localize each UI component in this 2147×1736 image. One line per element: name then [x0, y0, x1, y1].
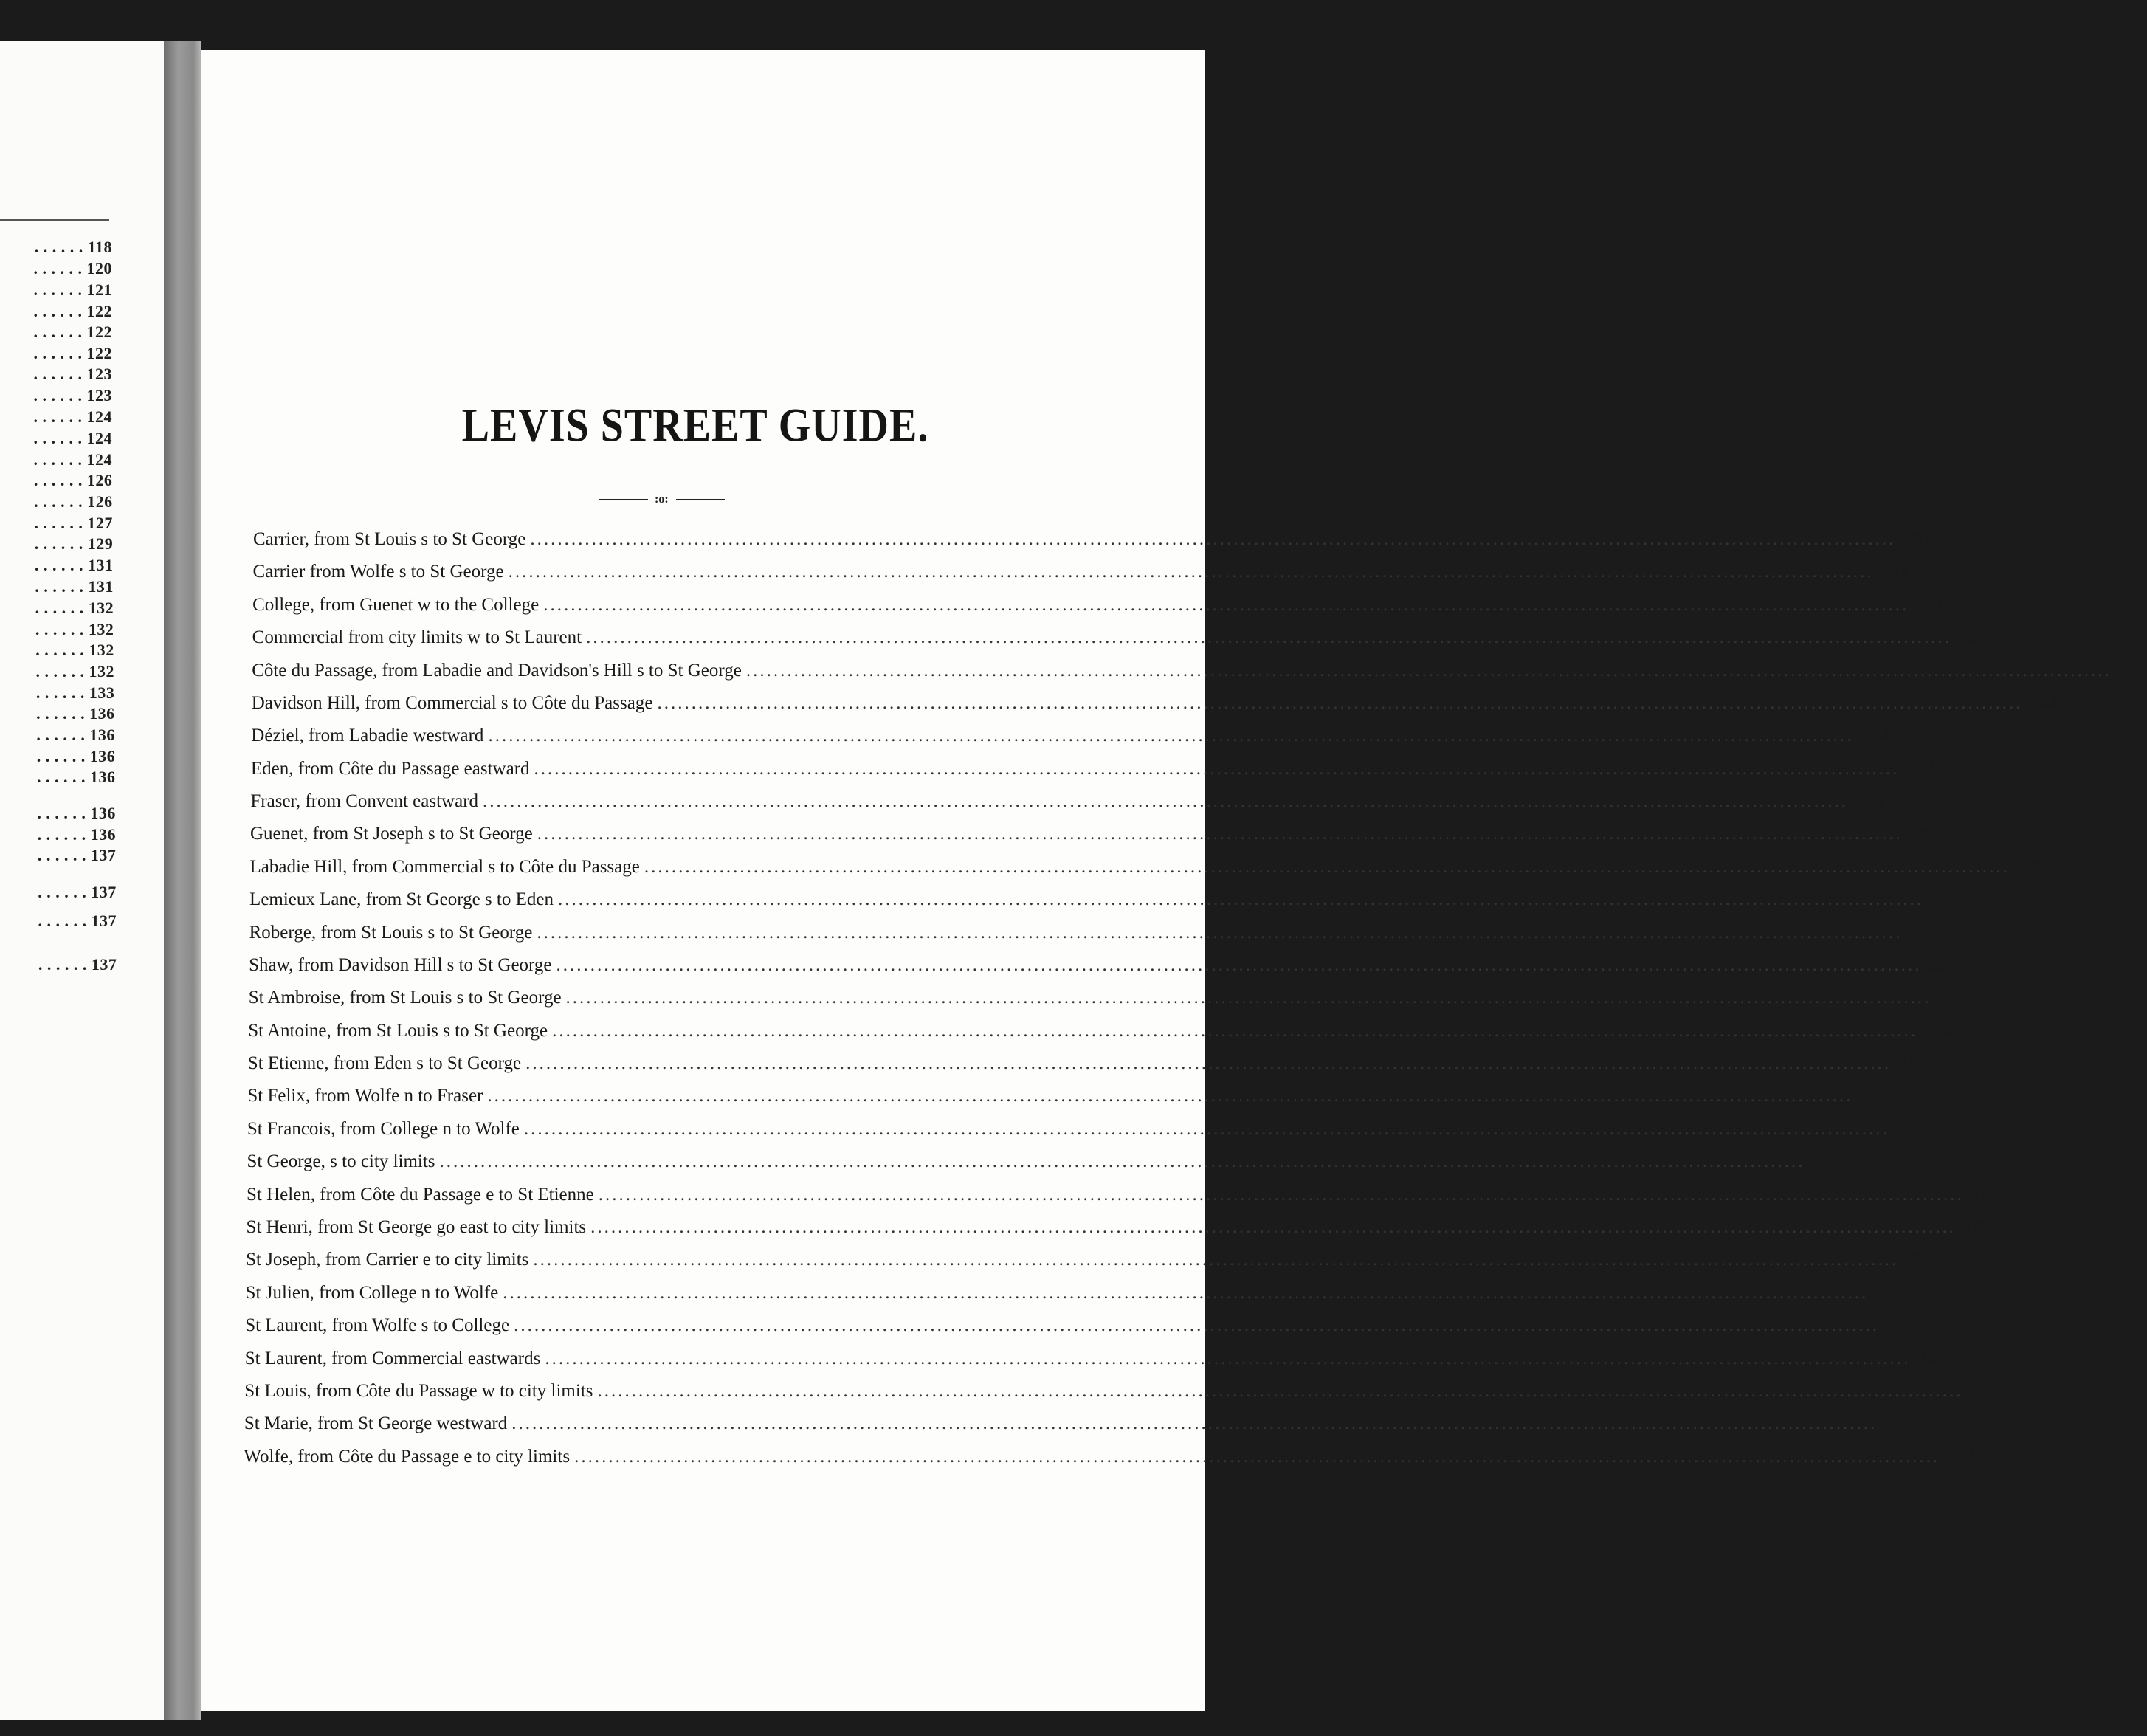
- page-number: 286: [1909, 922, 1938, 943]
- page-number: 288: [1886, 1315, 1915, 1336]
- dot-leader: ........................................................................................................................................................................................................: [590, 1216, 1957, 1237]
- dot-leader: ........................................................................................................................................................................................................: [439, 1151, 1805, 1172]
- dot-leader: ........................................................................................................................................................................................................: [537, 824, 1903, 844]
- dot-leader: ........................................................................................................................................................................................................: [537, 922, 1903, 943]
- ornament-mark: :o:: [655, 493, 669, 506]
- street-name: St Henri, from St George go east to city limits: [246, 1216, 587, 1237]
- street-name: St Louis, from Côte du Passage w to city limits: [244, 1380, 593, 1401]
- left-index-entry: . . . . . . 136: [37, 804, 116, 822]
- street-entry: [244, 1348, 1946, 1369]
- street-name: Labadie Hill, from Commercial s to Côte du Passage: [249, 856, 640, 877]
- left-index-entry: . . . . . . 123: [33, 386, 112, 404]
- street-entry: [244, 1380, 1999, 1402]
- page-number: 293: [1884, 1413, 1913, 1434]
- street-entry: [249, 889, 1959, 910]
- left-page: [0, 41, 176, 1720]
- street-entry: [245, 1282, 1904, 1303]
- street-entry: [252, 660, 2147, 681]
- page-number: 292: [1971, 1380, 1999, 1401]
- page-number: 293: [1947, 1446, 1976, 1467]
- street-entry: [247, 1184, 1999, 1205]
- street-name: Wolfe, from Côte du Passage e to city limits: [244, 1446, 571, 1467]
- street-name: Shaw, from Davidson Hill s to St George: [249, 954, 552, 975]
- page-number: 285: [1931, 889, 1959, 910]
- dot-leader: ........................................................................................................................................................................................................: [597, 1380, 1963, 1401]
- page-number: 284: [1907, 758, 1935, 779]
- page-title: LEVIS STREET GUIDE.: [461, 399, 929, 452]
- page-number: 288: [1875, 1282, 1904, 1303]
- left-index-entry: . . . . . . 131: [35, 556, 114, 574]
- page-number: 283: [2119, 660, 2147, 681]
- left-index-entry: . . . . . . 137: [37, 846, 117, 864]
- book-gutter: [164, 41, 201, 1720]
- street-name: Eden, from Côte du Passage eastward: [250, 758, 530, 779]
- street-entry: [251, 692, 2058, 714]
- street-name: Fraser, from Convent eastward: [250, 791, 479, 812]
- page-number: 288: [1906, 1250, 1934, 1270]
- street-name: St Laurent, from Commercial eastwards: [244, 1348, 541, 1368]
- left-index-entry: . . . . . . 136: [37, 825, 117, 844]
- dot-leader: ........................................................................................................................................................................................................: [503, 1282, 1869, 1303]
- dot-leader: ........................................................................................................................................................................................................: [586, 627, 1952, 648]
- street-name: St Marie, from St George westward: [244, 1413, 508, 1434]
- street-name: Davidson Hill, from Commercial s to Côte du Passage: [251, 692, 653, 713]
- page-number: 286: [1898, 1053, 1927, 1074]
- left-index-entry: . . . . . . 133: [35, 683, 115, 702]
- street-entry: [249, 954, 1957, 976]
- left-index-entry: . . . . . . 132: [35, 662, 114, 681]
- street-entry: [252, 594, 1945, 616]
- dot-leader: ........................................................................................................................................................................................................: [514, 1315, 1880, 1336]
- street-name: Carrier, from St Louis s to St George: [253, 529, 526, 549]
- dot-leader: ........................................................................................................................................................................................................: [557, 889, 1923, 910]
- page-number: 286: [1925, 1020, 1954, 1041]
- street-entry: [248, 988, 1967, 1008]
- street-entry: [249, 824, 1938, 844]
- street-entry: [247, 1118, 1925, 1140]
- left-index-entry: . . . . . . 124: [33, 407, 112, 426]
- page-number: 287: [1897, 1118, 1925, 1139]
- street-entry: [251, 726, 1889, 746]
- page-number: 281: [1903, 529, 1931, 549]
- left-index-entry: . . . . . . 122: [33, 302, 112, 320]
- street-entry: [245, 1315, 1915, 1336]
- street-name: Commercial from city limits w to St Laurent: [252, 627, 582, 648]
- left-index-entry: . . . . . . 136: [36, 704, 115, 723]
- page-number: 282: [1959, 627, 1988, 648]
- left-index-entry: . . . . . . 124: [33, 429, 112, 447]
- dot-leader: ........................................................................................................................................................................................................: [534, 758, 1900, 779]
- street-entry: [247, 1151, 1841, 1172]
- street-name: St Etienne, from Eden s to St George: [247, 1053, 522, 1074]
- left-index-entry: . . . . . . 122: [33, 323, 112, 341]
- dot-leader: ........................................................................................................................................................................................................: [508, 562, 1874, 582]
- dot-leader: ........................................................................................................................................................................................................: [543, 594, 1909, 615]
- page-number: 285: [1855, 791, 1884, 812]
- page-number: 285: [2017, 856, 2045, 877]
- street-name: St Francois, from College n to Wolfe: [247, 1118, 520, 1139]
- street-entry: [252, 562, 1909, 582]
- left-index-entry: . . . . . . 132: [35, 641, 114, 659]
- street-entry: [253, 529, 1931, 550]
- street-name: St Joseph, from Carrier e to city limits: [246, 1250, 529, 1270]
- street-name: St Antoine, from St Louis s to St George: [248, 1020, 548, 1041]
- street-entry: [250, 791, 1884, 812]
- street-name: Déziel, from Labadie westward: [251, 726, 484, 746]
- street-name: St Ambroise, from St Louis s to St George: [248, 988, 562, 1008]
- page-number: 284: [2030, 692, 2058, 713]
- street-list: [201, 50, 2147, 1711]
- street-name: St Felix, from Wolfe n to Fraser: [247, 1086, 483, 1106]
- right-page: [201, 50, 2147, 1711]
- left-index-entry: . . . . . . 126: [34, 492, 113, 511]
- left-index-entry: . . . . . . 137: [38, 912, 117, 930]
- dot-leader: ........................................................................................................................................................................................................: [523, 1118, 1889, 1139]
- street-entry: [244, 1413, 1913, 1434]
- street-entry: [250, 758, 1935, 779]
- street-entry: [252, 627, 1988, 648]
- dot-leader: ........................................................................................................................................................................................................: [644, 856, 2010, 877]
- dot-leader: ........................................................................................................................................................................................................: [552, 1020, 1918, 1041]
- left-index-entry: . . . . . . 129: [34, 534, 114, 553]
- street-entry: [247, 1053, 1927, 1074]
- street-name: Roberge, from St Louis s to St George: [249, 922, 533, 943]
- left-index-entry: . . . . . . 136: [36, 726, 115, 744]
- dot-leader: ........................................................................................................................................................................................................: [533, 1250, 1899, 1270]
- left-index-entry: . . . . . . 124: [33, 450, 112, 469]
- street-name: St Helen, from Côte du Passage e to St Etienne: [247, 1184, 594, 1205]
- dot-leader: ........................................................................................................................................................................................................: [487, 1086, 1853, 1106]
- dot-leader: ........................................................................................................................................................................................................: [488, 726, 1854, 746]
- street-name: St George, s to city limits: [247, 1151, 435, 1172]
- dot-leader: ........................................................................................................................................................................................................: [598, 1184, 1964, 1205]
- left-index-entry: . . . . . . 137: [38, 883, 117, 901]
- page-number: 284: [1861, 726, 1889, 746]
- page-number: 281: [1881, 562, 1909, 582]
- street-entry: [247, 1086, 1889, 1106]
- left-page-rule: [0, 219, 109, 221]
- left-index-entry: . . . . . . 123: [33, 365, 112, 383]
- left-index-entry: . . . . . . 127: [34, 514, 113, 532]
- dot-leader: ........................................................................................................................................................................................................: [525, 1053, 1892, 1074]
- street-name: Carrier from Wolfe s to St George: [252, 562, 504, 582]
- dot-leader: ........................................................................................................................................................................................................: [511, 1413, 1878, 1434]
- street-entry: [248, 1020, 1954, 1041]
- street-entry: [246, 1250, 1934, 1270]
- page-number: 288: [1971, 1184, 1999, 1205]
- street-name: Guenet, from St Joseph s to St George: [249, 824, 533, 844]
- street-entry: [249, 856, 2045, 878]
- page-number: 287: [1813, 1151, 1841, 1172]
- page-number: 287: [1860, 1086, 1889, 1106]
- left-index-entry: . . . . . . 118: [34, 238, 112, 256]
- street-entry: [249, 922, 1938, 943]
- dot-leader: ........................................................................................................................................................................................................: [556, 954, 1922, 975]
- page-number: 285: [1910, 824, 1938, 844]
- left-index-entry: . . . . . . 131: [35, 577, 114, 596]
- dot-leader: ........................................................................................................................................................................................................: [545, 1348, 1911, 1368]
- street-entry: [244, 1446, 1976, 1467]
- dot-leader: ........................................................................................................................................................................................................: [530, 529, 1896, 549]
- street-entry: [246, 1216, 1992, 1238]
- left-index-entry: . . . . . . 126: [33, 471, 113, 489]
- dot-leader: ........................................................................................................................................................................................................: [483, 791, 1849, 812]
- dot-leader: ........................................................................................................................................................................................................: [574, 1446, 1940, 1467]
- left-index-entry: . . . . . . 121: [33, 280, 112, 299]
- left-index-entry: . . . . . . 136: [36, 747, 116, 765]
- page-number: 281: [1916, 594, 1945, 615]
- page-number: 288: [1917, 1348, 1946, 1368]
- street-name: St Julien, from College n to Wolfe: [245, 1282, 499, 1303]
- left-index-entry: . . . . . . 136: [37, 768, 116, 786]
- street-name: Côte du Passage, from Labadie and Davidson's Hill s to St George: [252, 660, 742, 681]
- page-number: 288: [1963, 1216, 1992, 1237]
- left-index-entry: . . . . . . 132: [35, 620, 114, 638]
- dot-leader: ........................................................................................................................................................................................................: [745, 660, 2112, 681]
- left-index-entry: . . . . . . 120: [33, 259, 112, 278]
- page-number: 286: [1939, 988, 1967, 1008]
- left-index-entry: . . . . . . 137: [38, 955, 117, 974]
- left-index-entry: . . . . . . 132: [35, 599, 114, 617]
- street-name: College, from Guenet w to the College: [252, 594, 540, 615]
- dot-leader: ........................................................................................................................................................................................................: [565, 988, 1931, 1008]
- street-name: Lemieux Lane, from St George s to Eden: [249, 889, 554, 910]
- street-name: St Laurent, from Wolfe s to College: [245, 1315, 510, 1336]
- dot-leader: ........................................................................................................................................................................................................: [657, 692, 2023, 713]
- left-index-entry: . . . . . . 122: [33, 344, 112, 362]
- page-number: 286: [1929, 954, 1957, 975]
